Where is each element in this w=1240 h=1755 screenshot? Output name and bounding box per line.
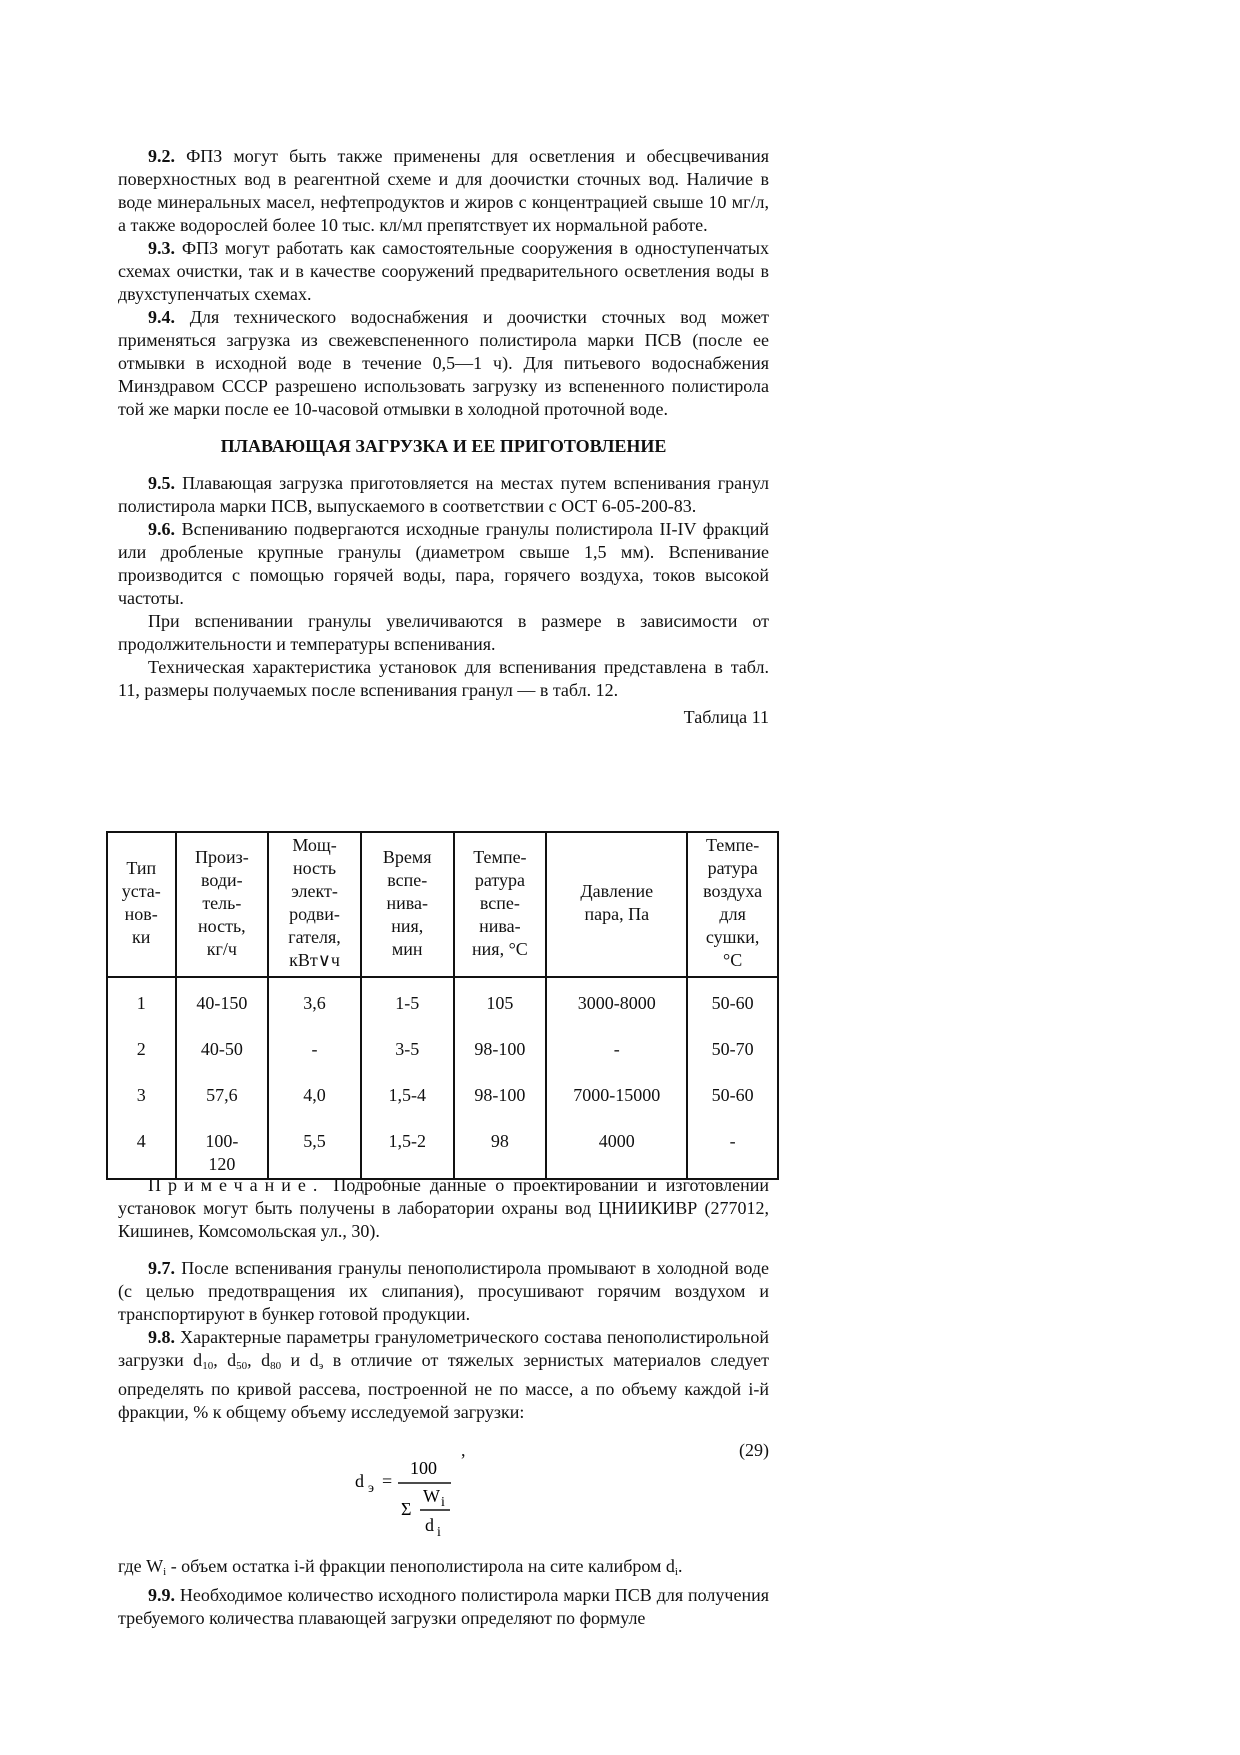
- paragraph-characteristics: Техническая характеристика установок для вспенивания представлена в табл. 11, размеры получаемых после вспенивания гранул — в табл. 12.: [118, 657, 769, 700]
- paragraph-text: в отличие от тяжелых зернистых материалов следует определять по кривой рассева, построенной не по массе, а по объему каждой i-й фракции, % к общему объему исследуемой загрузки:: [118, 1350, 769, 1422]
- table-cell: 50-60: [687, 1074, 778, 1120]
- header-pressure: [546, 832, 687, 977]
- table-note: [118, 1174, 769, 1243]
- paragraph-9-3: [118, 237, 769, 306]
- formula-di: d: [425, 1515, 434, 1535]
- paragraph-9-8: [118, 1326, 769, 1424]
- subscript: i: [674, 1566, 678, 1578]
- paragraph-9-5: [118, 472, 769, 518]
- table-cell: 50-70: [687, 1028, 778, 1074]
- note-label: Примечание.: [148, 1175, 325, 1195]
- note-text: Подробные данные о проектировании и изготовлении установок могут быть получены в лаборатории охраны вод ЦНИИКИВР (277012, Кишинев, Комсомольская ул., 30).: [118, 1175, 769, 1241]
- paragraph-text: , d: [213, 1350, 237, 1370]
- table-row: [107, 1074, 778, 1120]
- paragraph-text: Необходимое количество исходного полистирола марки ПСВ для получения требуемого количества плавающей загрузки определяют по формуле: [118, 1585, 769, 1628]
- table-cell: 98-100: [454, 1074, 547, 1120]
- header-text: Тип уста-нов-ки: [121, 858, 161, 947]
- formula-comma: ,: [461, 1440, 466, 1460]
- clause-number: 9.3.: [148, 238, 175, 258]
- table-cell: 40-50: [176, 1028, 269, 1074]
- paragraph-text: и d: [281, 1350, 319, 1370]
- header-text: Время вспе-нива-ния, мин: [382, 846, 432, 959]
- subscript: 80: [270, 1360, 282, 1372]
- formula-number: (29): [739, 1440, 769, 1460]
- table-cell: 98-100: [454, 1028, 547, 1074]
- table-cell: 7000-15000: [546, 1074, 687, 1120]
- header-text: Темпе-ратура вспе-нива-ния, °С: [472, 846, 528, 959]
- paragraph-text: - объем остатка i-й фракции пенополистирола на сите калибром d: [166, 1556, 675, 1576]
- header-text: Произ-води-тель-ность, кг/ч: [194, 846, 249, 959]
- paragraph-9-2: [118, 145, 769, 237]
- table-row: [107, 977, 778, 1028]
- formula-sigma: Σ: [401, 1499, 412, 1519]
- paragraph-text: Вспениванию подвергаются исходные гранулы полистирола II-IV фракций или дробленые крупные гранулы (диаметром свыше 1,5 мм). Вспенивание производится с помощью горячей воды, пара, горячего воздуха, токов высокой частоты.: [118, 519, 769, 608]
- formula-numerator: 100: [410, 1458, 437, 1478]
- table-cell: 50-60: [687, 977, 778, 1028]
- formula-29: [355, 1454, 475, 1544]
- clause-number: 9.2.: [148, 146, 175, 166]
- paragraph-text: Для технического водоснабжения и доочистки сточных вод может применяться загрузка из свежевспененного полистирола марки ПСВ (после ее отмывки в исходной воде в течение 0,5—1 ч). Для питьевого водоснабжения Минздравом СССР разрешено использовать загрузку из вспененного полистирола той же марки после ее 10-часовой отмывки в холодной проточной воде.: [118, 307, 769, 419]
- paragraph-text: .: [677, 1556, 683, 1576]
- table-cell: 4: [107, 1120, 176, 1179]
- table-row: [107, 1028, 778, 1074]
- text-block-end: [118, 1555, 769, 1630]
- paragraph-9-7: [118, 1257, 769, 1326]
- clause-number: 9.7.: [148, 1258, 175, 1278]
- table-cell: 40-150: [176, 977, 269, 1028]
- table-cell: 5,5: [268, 1120, 361, 1179]
- table-cell: [176, 1120, 269, 1179]
- formula-lhs-sub: э: [368, 1481, 375, 1496]
- subscript: 50: [236, 1360, 248, 1372]
- header-foam-temp: [454, 832, 547, 977]
- table-cell: 1,5-4: [361, 1074, 454, 1120]
- table-cell: 3: [107, 1074, 176, 1120]
- paragraph-9-9: [118, 1584, 769, 1630]
- table-cell: 3000-8000: [546, 977, 687, 1028]
- header-power: [268, 832, 361, 977]
- header-time: [361, 832, 454, 977]
- paragraph-text: ФПЗ могут работать как самостоятельные сооружения в одноступенчатых схемах очистки, так и в качестве сооружений предварительного осветления воды в двухступенчатых схемах.: [118, 238, 769, 304]
- table-header-row: [107, 832, 778, 977]
- header-type: [107, 832, 176, 977]
- paragraph-expansion: При вспенивании гранулы увеличиваются в размере в зависимости от продолжительности и температуры вспенивания.: [118, 611, 769, 654]
- section-heading: ПЛАВАЮЩАЯ ЗАГРУЗКА И ЕЕ ПРИГОТОВЛЕНИЕ: [220, 436, 667, 456]
- paragraph-9-6: [118, 518, 769, 610]
- table-cell: 4,0: [268, 1074, 361, 1120]
- subscript: i: [163, 1566, 167, 1578]
- paragraph-text: где W: [118, 1556, 164, 1576]
- formula-di-sub: i: [437, 1525, 441, 1540]
- table-cell: 4000: [546, 1120, 687, 1179]
- table-cell: 1: [107, 977, 176, 1028]
- table-cell: 98: [454, 1120, 547, 1179]
- formula-where: [118, 1555, 769, 1584]
- table-cell: 57,6: [176, 1074, 269, 1120]
- text-block-bottom: [118, 1174, 769, 1424]
- paragraph-text: После вспенивания гранулы пенополистирола промывают в холодной воде (с целью предотвращения их слипания), просушивают горячим воздухом и транспортируют в бункер готовой продукции.: [118, 1258, 769, 1324]
- text-block-top: [118, 145, 769, 729]
- paragraph-text: Плавающая загрузка приготовляется на местах путем вспенивания гранул полистирола марки ПСВ, выпускаемого в соответствии с ОСТ 6-05-200-83.: [118, 473, 769, 516]
- table-11: [106, 831, 779, 1180]
- clause-number: 9.6.: [148, 519, 175, 539]
- table-cell: 2: [107, 1028, 176, 1074]
- table-cell: 1,5-2: [361, 1120, 454, 1179]
- formula-lhs: d: [355, 1471, 364, 1491]
- table-caption: Таблица 11: [683, 707, 769, 727]
- table-cell: 1-5: [361, 977, 454, 1028]
- table-row: [107, 1120, 778, 1179]
- table-cell: 3-5: [361, 1028, 454, 1074]
- paragraph-9-4: [118, 306, 769, 421]
- clause-number: 9.5.: [148, 473, 175, 493]
- subscript: э: [318, 1360, 324, 1372]
- table-cell: -: [546, 1028, 687, 1074]
- formula-wi-sub: i: [441, 1495, 445, 1510]
- clause-number: 9.8.: [148, 1327, 175, 1347]
- header-text: Давление пара, Па: [580, 881, 654, 924]
- table-cell: 105: [454, 977, 547, 1028]
- subscript: 10: [202, 1360, 214, 1372]
- formula-wi: W: [423, 1486, 440, 1506]
- header-air-temp: [687, 832, 778, 977]
- paragraph-text: ФПЗ могут быть также применены для осветления и обесцвечивания поверхностных вод в реагентной схеме и для доочистки сточных вод. Наличие в воде минеральных масел, нефтепродуктов и жиров с концентрацией свыше 10 мг/л, а также водорослей более 10 тыс. кл/мл препятствует их нормальной работе.: [118, 146, 769, 235]
- paragraph-text: Характерные параметры гранулометрического состава пенополистирольной загрузки d: [118, 1327, 769, 1370]
- cell-text: 100-120: [205, 1131, 239, 1174]
- header-capacity: [176, 832, 269, 977]
- header-text: Мощ-ность элект-родви-гателя, кВт∨ч: [288, 835, 341, 970]
- table-cell: 3,6: [268, 977, 361, 1028]
- clause-number: 9.4.: [148, 307, 175, 327]
- paragraph-text: , d: [247, 1350, 271, 1370]
- header-text: Темпе-ратура воздуха для сушки, °С: [703, 835, 763, 970]
- formula-equals: =: [382, 1471, 393, 1491]
- clause-number: 9.9.: [148, 1585, 175, 1605]
- table-cell: -: [687, 1120, 778, 1179]
- table-cell: -: [268, 1028, 361, 1074]
